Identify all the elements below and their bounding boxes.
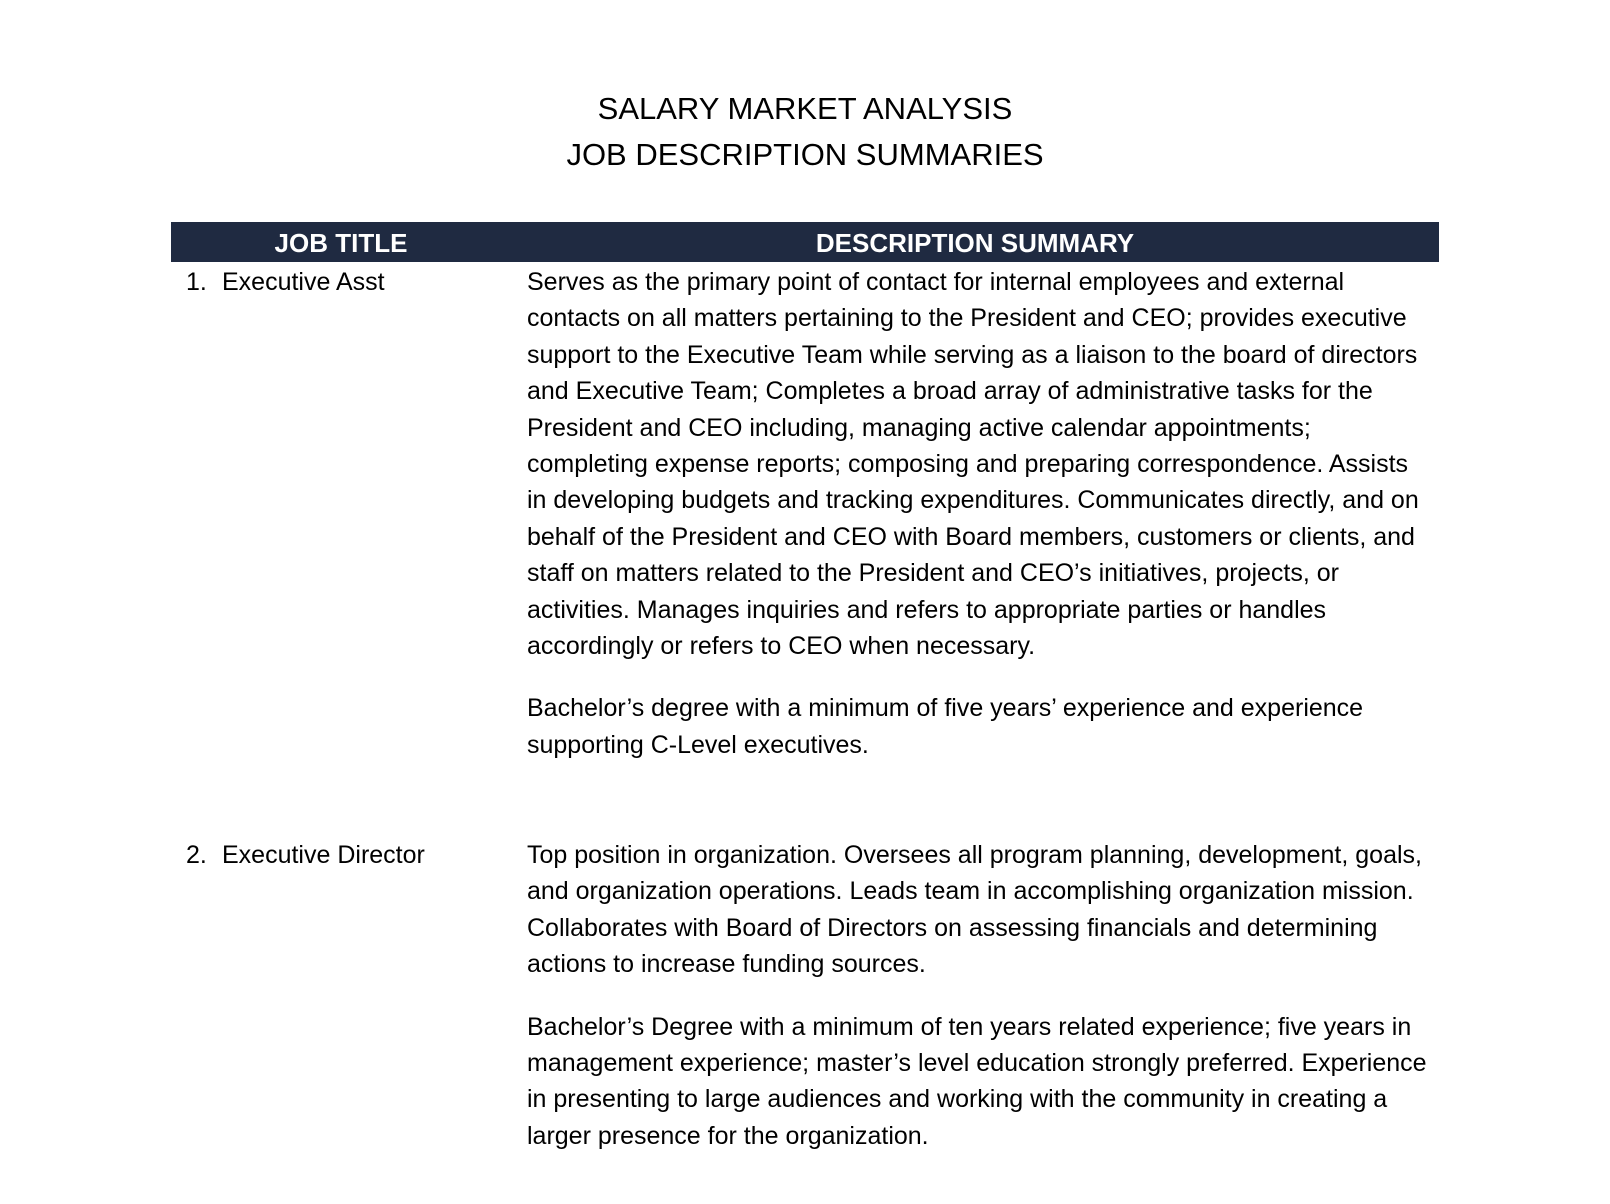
row-number: 1. [186,268,207,296]
job-title-text: Executive Director [222,841,425,869]
description-paragraph: Serves as the primary point of contact for internal employees and external contacts on all matters pertaining to the President and CEO; provides executive support to the Executive Team while serving as a liaison to the board of directors and Executive Team; Completes a broad array of administrative tasks for the President and CEO including, managing active calendar appointments; completing expense reports; composing and preparing correspondence. Assists in developing budgets and tracking expenditures. Communicates directly, and on behalf of the President and CEO with Board members, customers or clients, and staff on matters related to the President and CEO’s initiatives, projects, or activities. Manages inquiries and refers to appropriate parties or handles accordingly or refers to CEO when necessary. [527,268,1419,661]
requirements-paragraph: Bachelor’s degree with a minimum of five years’ experience and experience supporting C-Level executives. [527,694,1364,759]
requirements-paragraph: Bachelor’s Degree with a minimum of ten years related experience; five years in management experience; master’s level education strongly preferred. Experience in presenting to large audiences and working with the community in creating a larger presence for the organization. [527,1012,1427,1150]
description-paragraph: Top position in organization. Oversees all program planning, development, goals, and organization operations. Leads team in accomplishing organization mission. Collaborates with Board of Directors on assessing financials and determining actions to increase funding sources. [527,841,1422,979]
header-job-title: JOB TITLE [274,228,408,258]
row-number: 2. [186,841,207,869]
job-title-cell [186,837,425,873]
description-cell [527,837,1427,1154]
description-cell [527,264,1427,763]
header-description-summary: DESCRIPTION SUMMARY [815,228,1135,258]
document-title: SALARY MARKET ANALYSIS [597,91,1013,126]
document-subtitle: JOB DESCRIPTION SUMMARIES [566,137,1044,172]
table-header [171,222,1439,262]
job-title-cell [186,264,385,300]
job-title-text: Executive Asst [222,268,385,296]
